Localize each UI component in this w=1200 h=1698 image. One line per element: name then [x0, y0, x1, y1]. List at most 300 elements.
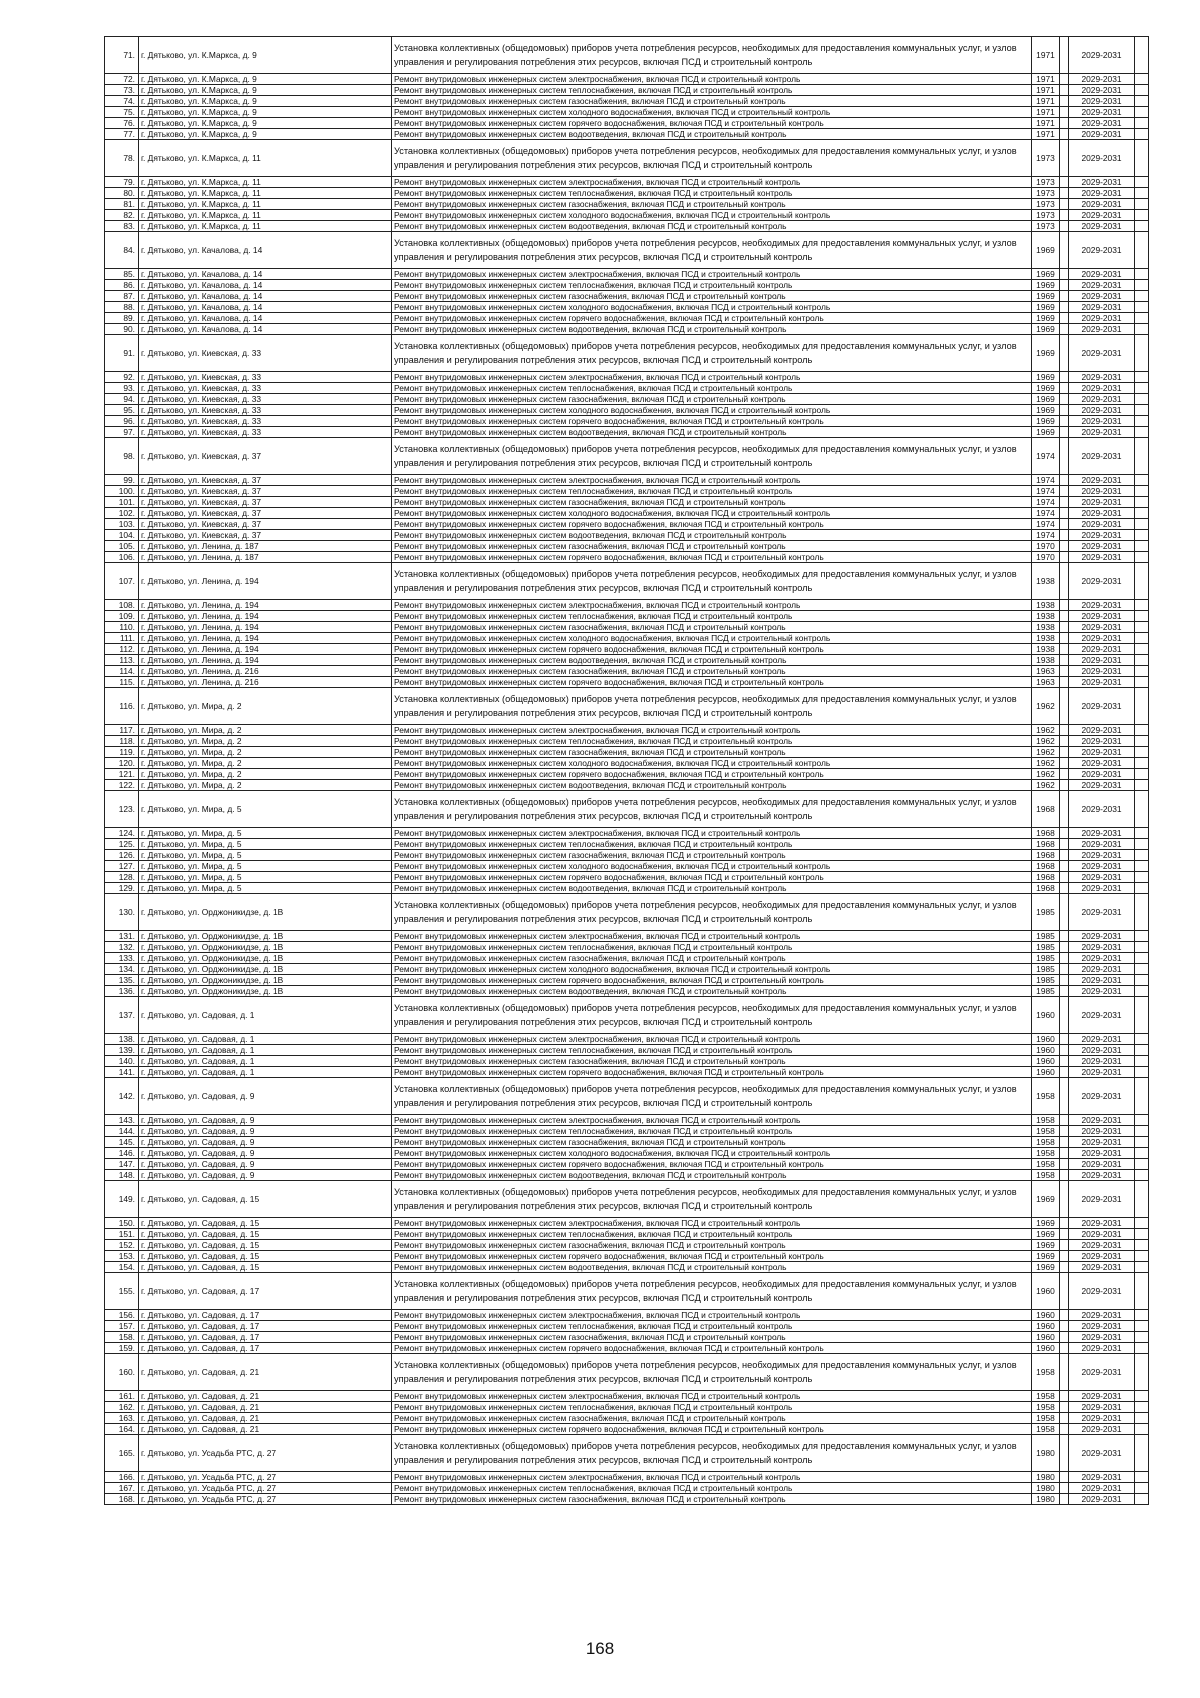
year-cell: 1973 — [1032, 210, 1060, 221]
address-cell: г. Дятьково, ул. Киевская, д. 33 — [139, 335, 392, 372]
row-number: 93. — [105, 383, 139, 394]
period-cell: 2029-2031 — [1069, 129, 1135, 140]
row-number: 128. — [105, 872, 139, 883]
period-cell: 2029-2031 — [1069, 1321, 1135, 1332]
period-cell: 2029-2031 — [1069, 1413, 1135, 1424]
period-cell: 2029-2031 — [1069, 600, 1135, 611]
empty-cell — [1060, 405, 1069, 416]
empty-cell — [1135, 416, 1149, 427]
table-row — [105, 530, 1149, 541]
row-number: 150. — [105, 1218, 139, 1229]
address-cell: г. Дятьково, ул. Киевская, д. 33 — [139, 383, 392, 394]
empty-cell — [1060, 1262, 1069, 1273]
empty-cell — [1135, 541, 1149, 552]
address-cell: г. Дятьково, ул. Садовая, д. 15 — [139, 1262, 392, 1273]
empty-cell — [1060, 1137, 1069, 1148]
row-number: 103. — [105, 519, 139, 530]
period-cell: 2029-2031 — [1069, 611, 1135, 622]
year-cell: 1958 — [1032, 1424, 1060, 1435]
address-cell: г. Дятьково, ул. К.Маркса, д. 9 — [139, 96, 392, 107]
empty-cell — [1060, 1056, 1069, 1067]
empty-cell — [1060, 1181, 1069, 1218]
work-type-cell: Ремонт внутридомовых инженерных систем теплоснабжения, включая ПСД и строительный контроль — [392, 280, 1032, 291]
table-row — [105, 1126, 1149, 1137]
table-row — [105, 552, 1149, 563]
empty-cell — [1135, 964, 1149, 975]
table-row — [105, 1472, 1149, 1483]
period-cell: 2029-2031 — [1069, 427, 1135, 438]
period-cell: 2029-2031 — [1069, 85, 1135, 96]
address-cell: г. Дятьково, ул. Мира, д. 5 — [139, 872, 392, 883]
empty-cell — [1060, 96, 1069, 107]
year-cell: 1962 — [1032, 688, 1060, 725]
year-cell: 1971 — [1032, 118, 1060, 129]
work-type-cell: Ремонт внутридомовых инженерных систем холодного водоснабжения, включая ПСД и строительный контроль — [392, 508, 1032, 519]
empty-cell — [1135, 199, 1149, 210]
empty-cell — [1135, 839, 1149, 850]
empty-cell — [1135, 519, 1149, 530]
empty-cell — [1135, 497, 1149, 508]
year-cell: 1971 — [1032, 107, 1060, 118]
empty-cell — [1135, 828, 1149, 839]
table-row — [105, 372, 1149, 383]
address-cell: г. Дятьково, ул. К.Маркса, д. 11 — [139, 221, 392, 232]
work-type-cell: Ремонт внутридомовых инженерных систем электроснабжения, включая ПСД и строительный контроль — [392, 177, 1032, 188]
address-cell: г. Дятьково, ул. Садовая, д. 9 — [139, 1126, 392, 1137]
empty-cell — [1135, 96, 1149, 107]
empty-cell — [1135, 931, 1149, 942]
year-cell: 1973 — [1032, 177, 1060, 188]
table-row — [105, 1148, 1149, 1159]
empty-cell — [1060, 199, 1069, 210]
year-cell: 1980 — [1032, 1483, 1060, 1494]
empty-cell — [1060, 666, 1069, 677]
row-number: 98. — [105, 438, 139, 475]
empty-cell — [1060, 964, 1069, 975]
year-cell: 1968 — [1032, 839, 1060, 850]
year-cell: 1971 — [1032, 85, 1060, 96]
row-number: 168. — [105, 1494, 139, 1505]
period-cell: 2029-2031 — [1069, 655, 1135, 666]
empty-cell — [1135, 953, 1149, 964]
year-cell: 1969 — [1032, 1240, 1060, 1251]
empty-cell — [1060, 302, 1069, 313]
empty-cell — [1135, 37, 1149, 74]
work-type-cell: Ремонт внутридомовых инженерных систем водоотведения, включая ПСД и строительный контроль — [392, 986, 1032, 997]
year-cell: 1969 — [1032, 269, 1060, 280]
address-cell: г. Дятьково, ул. Садовая, д. 17 — [139, 1273, 392, 1310]
period-cell: 2029-2031 — [1069, 188, 1135, 199]
period-cell: 2029-2031 — [1069, 140, 1135, 177]
address-cell: г. Дятьково, ул. Садовая, д. 9 — [139, 1137, 392, 1148]
address-cell: г. Дятьково, ул. Садовая, д. 21 — [139, 1413, 392, 1424]
row-number: 74. — [105, 96, 139, 107]
year-cell: 1962 — [1032, 758, 1060, 769]
empty-cell — [1135, 655, 1149, 666]
period-cell: 2029-2031 — [1069, 839, 1135, 850]
table-row — [105, 1435, 1149, 1472]
address-cell: г. Дятьково, ул. Ленина, д. 194 — [139, 655, 392, 666]
empty-cell — [1060, 1126, 1069, 1137]
year-cell: 1973 — [1032, 221, 1060, 232]
year-cell: 1985 — [1032, 953, 1060, 964]
empty-cell — [1135, 850, 1149, 861]
empty-cell — [1135, 291, 1149, 302]
address-cell: г. Дятьково, ул. Качалова, д. 14 — [139, 232, 392, 269]
table-row — [105, 1310, 1149, 1321]
row-number: 129. — [105, 883, 139, 894]
year-cell: 1960 — [1032, 1343, 1060, 1354]
table-row — [105, 1483, 1149, 1494]
empty-cell — [1135, 1034, 1149, 1045]
year-cell: 1969 — [1032, 291, 1060, 302]
table-row — [105, 416, 1149, 427]
empty-cell — [1060, 269, 1069, 280]
row-number: 137. — [105, 997, 139, 1034]
empty-cell — [1135, 1472, 1149, 1483]
year-cell: 1958 — [1032, 1391, 1060, 1402]
empty-cell — [1135, 780, 1149, 791]
period-cell: 2029-2031 — [1069, 37, 1135, 74]
empty-cell — [1135, 372, 1149, 383]
row-number: 80. — [105, 188, 139, 199]
address-cell: г. Дятьково, ул. Садовая, д. 21 — [139, 1354, 392, 1391]
work-type-cell: Установка коллективных (общедомовых) приборов учета потребления ресурсов, необходимых для предоставления коммунальных услуг, и узлов управления и регулирования потребления этих ресурсов, включая ПСД и строительный контроль — [392, 1435, 1032, 1472]
year-cell: 1971 — [1032, 96, 1060, 107]
address-cell: г. Дятьково, ул. Киевская, д. 37 — [139, 438, 392, 475]
work-type-cell: Ремонт внутридомовых инженерных систем газоснабжения, включая ПСД и строительный контроль — [392, 199, 1032, 210]
table-row — [105, 519, 1149, 530]
address-cell: г. Дятьково, ул. Садовая, д. 1 — [139, 1067, 392, 1078]
work-type-cell: Ремонт внутридомовых инженерных систем теплоснабжения, включая ПСД и строительный контроль — [392, 383, 1032, 394]
address-cell: г. Дятьково, ул. Ленина, д. 216 — [139, 666, 392, 677]
work-type-cell: Установка коллективных (общедомовых) приборов учета потребления ресурсов, необходимых для предоставления коммунальных услуг, и узлов управления и регулирования потребления этих ресурсов, включая ПСД и строительный контроль — [392, 688, 1032, 725]
work-type-cell: Ремонт внутридомовых инженерных систем газоснабжения, включая ПСД и строительный контроль — [392, 1332, 1032, 1343]
row-number: 95. — [105, 405, 139, 416]
empty-cell — [1135, 1343, 1149, 1354]
address-cell: г. Дятьково, ул. Орджоникидзе, д. 1В — [139, 953, 392, 964]
row-number: 109. — [105, 611, 139, 622]
period-cell: 2029-2031 — [1069, 975, 1135, 986]
row-number: 115. — [105, 677, 139, 688]
empty-cell — [1060, 530, 1069, 541]
empty-cell — [1135, 302, 1149, 313]
empty-cell — [1135, 1045, 1149, 1056]
period-cell: 2029-2031 — [1069, 1472, 1135, 1483]
row-number: 165. — [105, 1435, 139, 1472]
year-cell: 1980 — [1032, 1435, 1060, 1472]
empty-cell — [1135, 894, 1149, 931]
period-cell: 2029-2031 — [1069, 519, 1135, 530]
work-type-cell: Ремонт внутридомовых инженерных систем холодного водоснабжения, включая ПСД и строительный контроль — [392, 107, 1032, 118]
address-cell: г. Дятьково, ул. К.Маркса, д. 9 — [139, 74, 392, 85]
work-type-cell: Установка коллективных (общедомовых) приборов учета потребления ресурсов, необходимых для предоставления коммунальных услуг, и узлов управления и регулирования потребления этих ресурсов, включая ПСД и строительный контроль — [392, 1078, 1032, 1115]
period-cell: 2029-2031 — [1069, 302, 1135, 313]
row-number: 85. — [105, 269, 139, 280]
address-cell: г. Дятьково, ул. Садовая, д. 15 — [139, 1229, 392, 1240]
work-type-cell: Ремонт внутридомовых инженерных систем водоотведения, включая ПСД и строительный контроль — [392, 530, 1032, 541]
work-type-cell: Ремонт внутридомовых инженерных систем газоснабжения, включая ПСД и строительный контроль — [392, 666, 1032, 677]
work-type-cell: Ремонт внутридомовых инженерных систем теплоснабжения, включая ПСД и строительный контроль — [392, 1126, 1032, 1137]
row-number: 151. — [105, 1229, 139, 1240]
address-cell: г. Дятьково, ул. Мира, д. 2 — [139, 758, 392, 769]
row-number: 147. — [105, 1159, 139, 1170]
work-type-cell: Ремонт внутридомовых инженерных систем электроснабжения, включая ПСД и строительный контроль — [392, 372, 1032, 383]
row-number: 155. — [105, 1273, 139, 1310]
year-cell: 1974 — [1032, 508, 1060, 519]
work-type-cell: Ремонт внутридомовых инженерных систем холодного водоснабжения, включая ПСД и строительный контроль — [392, 861, 1032, 872]
table-row — [105, 997, 1149, 1034]
period-cell: 2029-2031 — [1069, 1251, 1135, 1262]
row-number: 135. — [105, 975, 139, 986]
empty-cell — [1060, 1332, 1069, 1343]
row-number: 105. — [105, 541, 139, 552]
address-cell: г. Дятьково, ул. Садовая, д. 1 — [139, 1034, 392, 1045]
empty-cell — [1135, 1170, 1149, 1181]
empty-cell — [1135, 118, 1149, 129]
period-cell: 2029-2031 — [1069, 791, 1135, 828]
address-cell: г. Дятьково, ул. К.Маркса, д. 11 — [139, 199, 392, 210]
table-row — [105, 291, 1149, 302]
address-cell: г. Дятьково, ул. Ленина, д. 216 — [139, 677, 392, 688]
empty-cell — [1060, 1067, 1069, 1078]
table-row — [105, 486, 1149, 497]
year-cell: 1938 — [1032, 655, 1060, 666]
empty-cell — [1060, 725, 1069, 736]
table-row — [105, 861, 1149, 872]
address-cell: г. Дятьково, ул. Мира, д. 2 — [139, 780, 392, 791]
empty-cell — [1135, 997, 1149, 1034]
table-row — [105, 1078, 1149, 1115]
empty-cell — [1135, 1391, 1149, 1402]
empty-cell — [1135, 1354, 1149, 1391]
table-row — [105, 1424, 1149, 1435]
empty-cell — [1060, 780, 1069, 791]
table-row — [105, 541, 1149, 552]
address-cell: г. Дятьково, ул. Киевская, д. 33 — [139, 405, 392, 416]
address-cell: г. Дятьково, ул. К.Маркса, д. 9 — [139, 118, 392, 129]
year-cell: 1958 — [1032, 1354, 1060, 1391]
period-cell: 2029-2031 — [1069, 1148, 1135, 1159]
address-cell: г. Дятьково, ул. Киевская, д. 33 — [139, 372, 392, 383]
empty-cell — [1060, 118, 1069, 129]
empty-cell — [1060, 1413, 1069, 1424]
table-row — [105, 872, 1149, 883]
period-cell: 2029-2031 — [1069, 1045, 1135, 1056]
address-cell: г. Дятьково, ул. К.Маркса, д. 11 — [139, 210, 392, 221]
table-row — [105, 1413, 1149, 1424]
year-cell: 1960 — [1032, 997, 1060, 1034]
address-cell: г. Дятьково, ул. Садовая, д. 15 — [139, 1251, 392, 1262]
table-row — [105, 324, 1149, 335]
row-number: 149. — [105, 1181, 139, 1218]
empty-cell — [1060, 942, 1069, 953]
address-cell: г. Дятьково, ул. Усадьба РТС, д. 27 — [139, 1483, 392, 1494]
empty-cell — [1135, 1148, 1149, 1159]
row-number: 82. — [105, 210, 139, 221]
empty-cell — [1060, 335, 1069, 372]
work-type-cell: Ремонт внутридомовых инженерных систем горячего водоснабжения, включая ПСД и строительный контроль — [392, 1343, 1032, 1354]
period-cell: 2029-2031 — [1069, 1159, 1135, 1170]
table-row — [105, 302, 1149, 313]
row-number: 132. — [105, 942, 139, 953]
address-cell: г. Дятьково, ул. Мира, д. 5 — [139, 839, 392, 850]
address-cell: г. Дятьково, ул. Орджоникидзе, д. 1В — [139, 986, 392, 997]
row-number: 127. — [105, 861, 139, 872]
empty-cell — [1135, 129, 1149, 140]
period-cell: 2029-2031 — [1069, 438, 1135, 475]
row-number: 153. — [105, 1251, 139, 1262]
work-type-cell: Ремонт внутридомовых инженерных систем электроснабжения, включая ПСД и строительный контроль — [392, 1115, 1032, 1126]
work-type-cell: Ремонт внутридомовых инженерных систем горячего водоснабжения, включая ПСД и строительный контроль — [392, 416, 1032, 427]
table-row — [105, 563, 1149, 600]
work-type-cell: Ремонт внутридомовых инженерных систем теплоснабжения, включая ПСД и строительный контроль — [392, 1321, 1032, 1332]
year-cell: 1969 — [1032, 1229, 1060, 1240]
year-cell: 1974 — [1032, 530, 1060, 541]
table-row — [105, 427, 1149, 438]
row-number: 136. — [105, 986, 139, 997]
empty-cell — [1060, 291, 1069, 302]
period-cell: 2029-2031 — [1069, 177, 1135, 188]
period-cell: 2029-2031 — [1069, 269, 1135, 280]
table-row — [105, 1045, 1149, 1056]
row-number: 156. — [105, 1310, 139, 1321]
period-cell: 2029-2031 — [1069, 725, 1135, 736]
address-cell: г. Дятьково, ул. К.Маркса, д. 9 — [139, 129, 392, 140]
row-number: 76. — [105, 118, 139, 129]
table-row — [105, 975, 1149, 986]
work-type-cell: Ремонт внутридомовых инженерных систем водоотведения, включая ПСД и строительный контроль — [392, 129, 1032, 140]
work-type-cell: Ремонт внутридомовых инженерных систем горячего водоснабжения, включая ПСД и строительный контроль — [392, 118, 1032, 129]
table-row — [105, 1137, 1149, 1148]
address-cell: г. Дятьково, ул. Садовая, д. 17 — [139, 1321, 392, 1332]
address-cell: г. Дятьково, ул. Качалова, д. 14 — [139, 302, 392, 313]
year-cell: 1969 — [1032, 416, 1060, 427]
empty-cell — [1060, 611, 1069, 622]
address-cell: г. Дятьково, ул. К.Маркса, д. 11 — [139, 188, 392, 199]
empty-cell — [1135, 383, 1149, 394]
row-number: 158. — [105, 1332, 139, 1343]
row-number: 94. — [105, 394, 139, 405]
year-cell: 1970 — [1032, 552, 1060, 563]
year-cell: 1938 — [1032, 563, 1060, 600]
empty-cell — [1060, 372, 1069, 383]
year-cell: 1960 — [1032, 1273, 1060, 1310]
row-number: 97. — [105, 427, 139, 438]
empty-cell — [1060, 324, 1069, 335]
work-type-cell: Ремонт внутридомовых инженерных систем электроснабжения, включая ПСД и строительный контроль — [392, 828, 1032, 839]
table-row — [105, 1181, 1149, 1218]
row-number: 120. — [105, 758, 139, 769]
work-type-cell: Установка коллективных (общедомовых) приборов учета потребления ресурсов, необходимых для предоставления коммунальных услуг, и узлов управления и регулирования потребления этих ресурсов, включая ПСД и строительный контроль — [392, 140, 1032, 177]
empty-cell — [1135, 1229, 1149, 1240]
table-row — [105, 96, 1149, 107]
year-cell: 1973 — [1032, 188, 1060, 199]
period-cell: 2029-2031 — [1069, 644, 1135, 655]
year-cell: 1969 — [1032, 324, 1060, 335]
empty-cell — [1060, 563, 1069, 600]
empty-cell — [1135, 177, 1149, 188]
row-number: 167. — [105, 1483, 139, 1494]
row-number: 112. — [105, 644, 139, 655]
work-type-cell: Ремонт внутридомовых инженерных систем газоснабжения, включая ПСД и строительный контроль — [392, 953, 1032, 964]
empty-cell — [1060, 747, 1069, 758]
row-number: 106. — [105, 552, 139, 563]
year-cell: 1958 — [1032, 1137, 1060, 1148]
row-number: 122. — [105, 780, 139, 791]
row-number: 138. — [105, 1034, 139, 1045]
row-number: 144. — [105, 1126, 139, 1137]
row-number: 143. — [105, 1115, 139, 1126]
work-type-cell: Ремонт внутридомовых инженерных систем теплоснабжения, включая ПСД и строительный контроль — [392, 736, 1032, 747]
row-number: 148. — [105, 1170, 139, 1181]
empty-cell — [1135, 769, 1149, 780]
empty-cell — [1135, 633, 1149, 644]
work-type-cell: Установка коллективных (общедомовых) приборов учета потребления ресурсов, необходимых для предоставления коммунальных услуг, и узлов управления и регулирования потребления этих ресурсов, включая ПСД и строительный контроль — [392, 563, 1032, 600]
empty-cell — [1060, 655, 1069, 666]
table-row — [105, 497, 1149, 508]
period-cell: 2029-2031 — [1069, 1067, 1135, 1078]
table-row — [105, 1343, 1149, 1354]
table-row — [105, 210, 1149, 221]
work-type-cell: Установка коллективных (общедомовых) приборов учета потребления ресурсов, необходимых для предоставления коммунальных услуг, и узлов управления и регулирования потребления этих ресурсов, включая ПСД и строительный контроль — [392, 335, 1032, 372]
year-cell: 1968 — [1032, 850, 1060, 861]
year-cell: 1958 — [1032, 1148, 1060, 1159]
row-number: 72. — [105, 74, 139, 85]
period-cell: 2029-2031 — [1069, 530, 1135, 541]
address-cell: г. Дятьково, ул. Садовая, д. 21 — [139, 1391, 392, 1402]
address-cell: г. Дятьково, ул. Киевская, д. 37 — [139, 519, 392, 530]
address-cell: г. Дятьково, ул. Ленина, д. 187 — [139, 541, 392, 552]
row-number: 130. — [105, 894, 139, 931]
empty-cell — [1060, 1391, 1069, 1402]
address-cell: г. Дятьково, ул. Киевская, д. 37 — [139, 486, 392, 497]
empty-cell — [1060, 688, 1069, 725]
period-cell: 2029-2031 — [1069, 1229, 1135, 1240]
work-type-cell: Установка коллективных (общедомовых) приборов учета потребления ресурсов, необходимых для предоставления коммунальных услуг, и узлов управления и регулирования потребления этих ресурсов, включая ПСД и строительный контроль — [392, 1354, 1032, 1391]
address-cell: г. Дятьково, ул. К.Маркса, д. 9 — [139, 107, 392, 118]
row-number: 118. — [105, 736, 139, 747]
empty-cell — [1060, 883, 1069, 894]
empty-cell — [1135, 269, 1149, 280]
work-type-cell: Ремонт внутридомовых инженерных систем холодного водоснабжения, включая ПСД и строительный контроль — [392, 302, 1032, 313]
address-cell: г. Дятьково, ул. К.Маркса, д. 11 — [139, 140, 392, 177]
row-number: 107. — [105, 563, 139, 600]
row-number: 162. — [105, 1402, 139, 1413]
address-cell: г. Дятьково, ул. Качалова, д. 14 — [139, 324, 392, 335]
address-cell: г. Дятьково, ул. Мира, д. 2 — [139, 769, 392, 780]
period-cell: 2029-2031 — [1069, 953, 1135, 964]
row-number: 113. — [105, 655, 139, 666]
period-cell: 2029-2031 — [1069, 1240, 1135, 1251]
period-cell: 2029-2031 — [1069, 964, 1135, 975]
row-number: 124. — [105, 828, 139, 839]
period-cell: 2029-2031 — [1069, 383, 1135, 394]
address-cell: г. Дятьково, ул. Садовая, д. 15 — [139, 1240, 392, 1251]
table-row — [105, 1159, 1149, 1170]
empty-cell — [1060, 1229, 1069, 1240]
work-type-cell: Ремонт внутридомовых инженерных систем газоснабжения, включая ПСД и строительный контроль — [392, 1240, 1032, 1251]
year-cell: 1962 — [1032, 769, 1060, 780]
empty-cell — [1060, 633, 1069, 644]
empty-cell — [1060, 1402, 1069, 1413]
empty-cell — [1060, 850, 1069, 861]
table-row — [105, 758, 1149, 769]
empty-cell — [1060, 828, 1069, 839]
period-cell: 2029-2031 — [1069, 1402, 1135, 1413]
work-type-cell: Ремонт внутридомовых инженерных систем горячего водоснабжения, включая ПСД и строительный контроль — [392, 1159, 1032, 1170]
empty-cell — [1135, 1240, 1149, 1251]
